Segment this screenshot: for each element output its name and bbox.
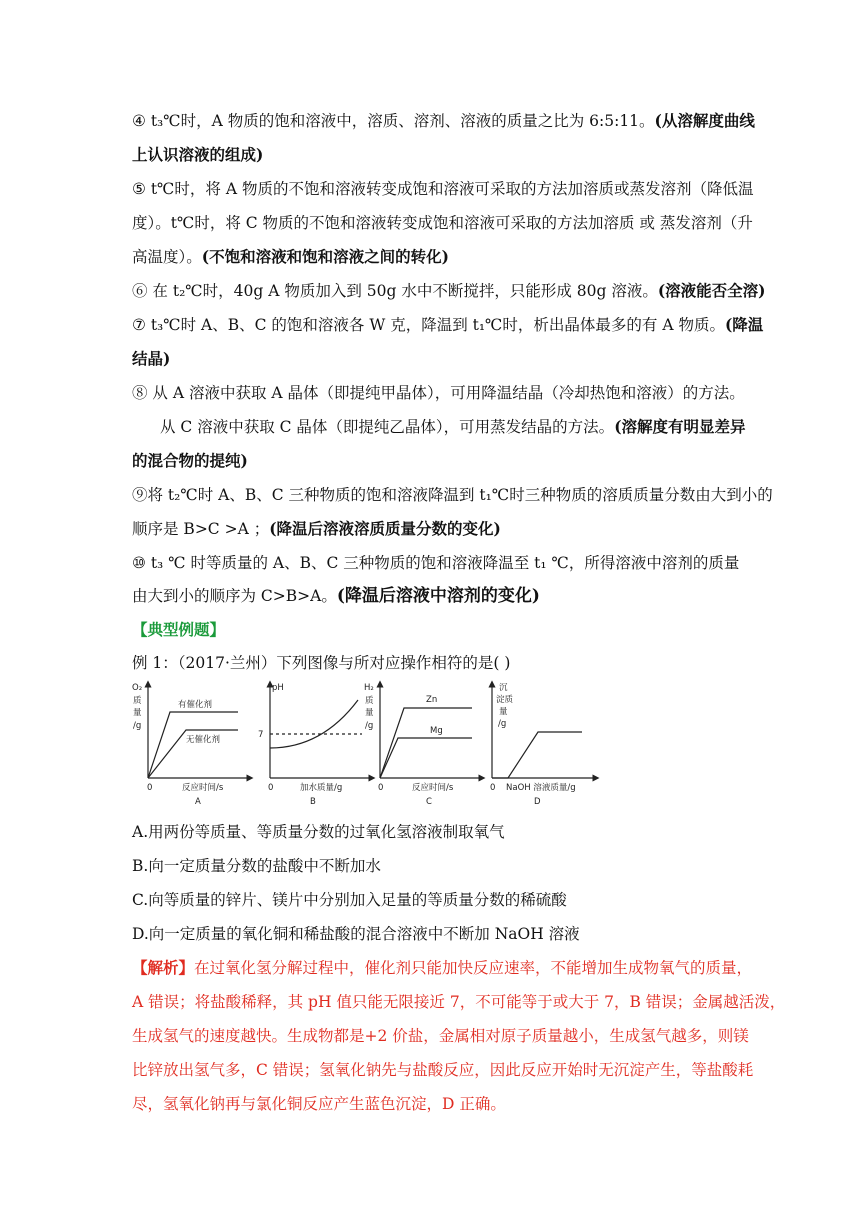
analysis-line-5: 尽，氢氧化钠再与氯化铜反应产生蓝色沉淀，D 正确。 (132, 1095, 506, 1113)
graph-d-ylabel-4: /g (498, 719, 507, 729)
analysis-label: 【解析】 (132, 958, 195, 977)
point-8-line-1: ⑧ 从 A 溶液中获取 A 晶体（即提纯甲晶体），可用降温结晶（冷却热饱和溶液）的方法。 (132, 384, 745, 402)
graph-a-xlabel: 反应时间/s (182, 783, 224, 793)
graph-a-ylabel-3: 量 (133, 708, 142, 718)
analysis-line-1 (132, 958, 752, 978)
graph-c-ylabel-4: /g (365, 721, 374, 731)
point-4-note: (从溶解度曲线 (654, 111, 755, 130)
graph-c-ylabel-1: H₂ (364, 683, 374, 693)
graph-c-zn-label: Zn (426, 695, 438, 705)
point-6-text: ⑥ 在 t₂℃时，40g A 物质加入到 50g 水中不断搅拌，只能形成 80g 溶液。 (132, 282, 658, 300)
option-b: B.向一定质量分数的盐酸中不断加水 (132, 857, 381, 875)
point-5-line-2: 度）。t℃时，将 C 物质的不饱和溶液转变成饱和溶液可采取的方法加溶质 或 蒸发溶剂（升 (132, 214, 753, 232)
graph-b-tick: 7 (258, 730, 264, 740)
point-8-note: (溶解度有明显差异 (614, 417, 746, 436)
point-9-note: (降温后溶液溶质质量分数的变化) (269, 519, 501, 538)
graph-a-curve2-label: 无催化剂 (186, 735, 221, 745)
point-5-text: 高温度）。 (132, 248, 202, 266)
point-4-line-2: 上认识溶液的组成) (132, 145, 264, 164)
point-5-line-1: ⑤ t℃时，将 A 物质的不饱和溶液转变成饱和溶液可采取的方法加溶质或蒸发溶剂（降低温 (132, 180, 754, 198)
graph-a-ylabel-1: O₂ (132, 683, 143, 693)
example-figure (130, 678, 600, 808)
option-d: D.向一定质量的氧化铜和稀盐酸的混合溶液中不断加 NaOH 溶液 (132, 925, 580, 943)
point-10-line-1: ⑩ t₃ ℃ 时等质量的 A、B、C 三种物质的饱和溶液降温至 t₁ ℃，所得溶液中溶剂的质量 (132, 554, 740, 572)
graph-b-xlabel: 加水质量/g (300, 783, 343, 793)
point-6 (132, 281, 766, 301)
point-7-text: ⑦ t₃℃时 A、B、C 的饱和溶液各 W 克，降温到 t₁℃时，析出晶体最多的有 A 物质。 (132, 316, 725, 334)
option-a: A.用两份等质量、等质量分数的过氧化氢溶液制取氧气 (132, 823, 505, 841)
analysis-line-4: 比锌放出氢气多，C 错误；氢氧化钠先与盐酸反应，因此反应开始时无沉淀产生，等盐酸耗 (132, 1061, 754, 1079)
point-9-line-2 (132, 519, 501, 539)
point-7-line-1 (132, 315, 763, 335)
graph-c-xlabel: 反应时间/s (412, 783, 454, 793)
graph-a-curve-catalyst (148, 712, 238, 778)
graph-d-origin: 0 (490, 783, 496, 793)
example-question: 例 1：（2017·兰州）下列图像与所对应操作相符的是( ) (132, 654, 511, 672)
point-10-note: (降温后溶液中溶剂的变化) (336, 586, 540, 606)
point-7-note: (降温 (724, 315, 764, 334)
graph-a-caption: A (195, 797, 201, 807)
point-7-line-2: 结晶) (132, 349, 171, 368)
graph-c-mg-label: Mg (430, 726, 443, 736)
graph-a-ylabel-4: /g (133, 721, 142, 731)
point-9-line-1: ⑨将 t₂℃时 A、B、C 三种物质的饱和溶液降温到 t₁℃时三种物质的溶质质量分数由大到小的 (132, 486, 773, 504)
graph-b-curve (270, 700, 358, 748)
point-8-text: 从 C 溶液中获取 C 晶体（即提纯乙晶体），可用蒸发结晶的方法。 (160, 418, 615, 436)
point-10-text: 由大到小的顺序为 C>B>A。 (132, 587, 337, 605)
graph-c-origin: 0 (378, 783, 384, 793)
graph-c-ylabel-3: 量 (365, 708, 374, 718)
point-8-line-3: 的混合物的提纯) (132, 451, 248, 470)
point-10-line-2 (132, 586, 540, 606)
graph-c-curve-mg (380, 738, 472, 778)
point-4-text: ④ t₃℃时，A 物质的饱和溶液中，溶质、溶剂、溶液的质量之比为 6:5:11。 (132, 112, 655, 130)
analysis-text-1: 在过氧化氢分解过程中，催化剂只能加快反应速率，不能增加生成物氧气的质量， (194, 959, 753, 977)
graph-d-ylabel-1: 沉 (499, 683, 508, 693)
graph-b-ylabel: pH (272, 683, 284, 693)
point-8-line-2 (160, 417, 746, 437)
graph-d-xlabel: NaOH 溶液质量/g (506, 783, 576, 793)
graph-a-ylabel-2: 质 (133, 696, 142, 706)
point-5-line-3 (132, 247, 449, 267)
graph-c-ylabel-2: 质 (365, 696, 374, 706)
section-title: 【典型例题】 (132, 620, 226, 639)
point-9-text: 顺序是 B>C >A ； (132, 520, 270, 538)
graph-d-ylabel-3: 量 (499, 707, 508, 717)
point-5-note: (不饱和溶液和饱和溶液之间的转化) (201, 247, 449, 266)
point-6-note: (溶液能否全溶) (657, 281, 766, 300)
graph-b-origin: 0 (268, 783, 274, 793)
analysis-line-2: A 错误；将盐酸稀释，其 pH 值只能无限接近 7，不可能等于或大于 7，B 错误；金属越活泼， (132, 993, 786, 1011)
graph-a-curve1-label: 有催化剂 (178, 700, 213, 710)
graph-d-ylabel-2: 淀质 (496, 695, 514, 705)
graph-a-origin: 0 (147, 783, 153, 793)
graph-b-caption: B (310, 797, 316, 807)
graph-c-caption: C (426, 797, 432, 807)
graph-c-curve-zn (380, 708, 472, 778)
analysis-line-3: 生成氢气的速度越快。生成物都是+2 价盐，金属相对原子质量越小，生成氢气越多，则镁 (132, 1027, 749, 1045)
graph-d-caption: D (534, 797, 541, 807)
option-c: C.向等质量的锌片、镁片中分别加入足量的等质量分数的稀硫酸 (132, 891, 567, 909)
point-4-line-1 (132, 111, 755, 131)
graph-d-curve (492, 732, 582, 778)
